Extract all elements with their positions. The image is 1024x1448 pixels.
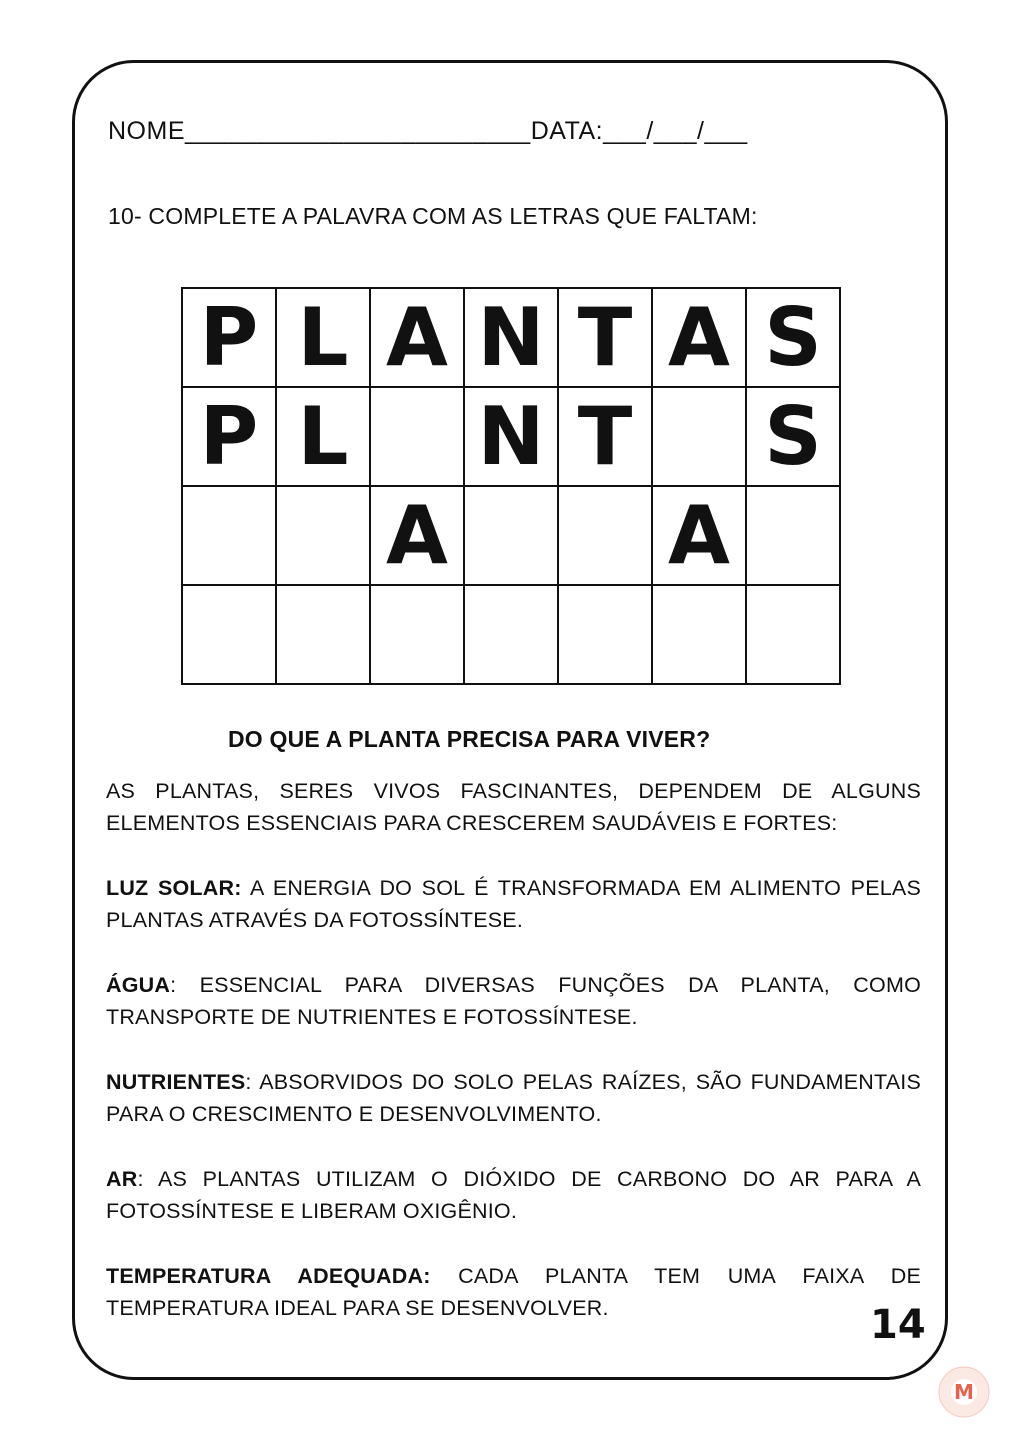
grid-cell-r4-c2[interactable]	[277, 586, 371, 685]
item-text: CADA PLANTA TEM UMA FAIXA DE TEMPERATURA IDEAL PARA SE DESENVOLVER.	[106, 1264, 921, 1320]
logo-letter: M	[954, 1380, 974, 1404]
grid-cell-r1-c7: S	[747, 289, 841, 388]
item-text: : ABSORVIDOS DO SOLO PELAS RAÍZES, SÃO FUNDAMENTAIS PARA O CRESCIMENTO E DESENVOLVIMENTO.	[106, 1070, 921, 1126]
grid-cell-r4-c7[interactable]	[747, 586, 841, 685]
date-blank[interactable]: ___/___/___	[603, 117, 748, 145]
grid-cell-r2-c4: N	[465, 388, 559, 487]
section-title: DO QUE A PLANTA PRECISA PARA VIVER?	[228, 726, 711, 752]
item-agua	[106, 969, 921, 1033]
grid-cell-r2-c1: P	[183, 388, 277, 487]
item-term: TEMPERATURA ADEQUADA:	[106, 1264, 431, 1288]
grid-cell-r3-c6: A	[653, 487, 747, 586]
grid-cell-r1-c3: A	[371, 289, 465, 388]
item-temperatura	[106, 1260, 921, 1324]
grid-cell-r3-c5[interactable]	[559, 487, 653, 586]
item-text: : AS PLANTAS UTILIZAM O DIÓXIDO DE CARBONO DO AR PARA A FOTOSSÍNTESE E LIBERAM OXIGÊNIO.	[106, 1167, 921, 1223]
grid-cell-r2-c3[interactable]	[371, 388, 465, 487]
item-term: AR	[106, 1167, 138, 1191]
grid-cell-r1-c1: P	[183, 289, 277, 388]
item-term: LUZ SOLAR:	[106, 876, 242, 900]
grid-cell-r2-c5: T	[559, 388, 653, 487]
item-text: A ENERGIA DO SOL É TRANSFORMADA EM ALIMENTO PELAS PLANTAS ATRAVÉS DA FOTOSSÍNTESE.	[106, 876, 921, 932]
grid-cell-r4-c1[interactable]	[183, 586, 277, 685]
grid-cell-r3-c3: A	[371, 487, 465, 586]
item-text: : ESSENCIAL PARA DIVERSAS FUNÇÕES DA PLANTA, COMO TRANSPORTE DE NUTRIENTES E FOTOSSÍNTESE.	[106, 973, 921, 1029]
letter-grid	[181, 287, 841, 685]
grid-cell-r3-c4[interactable]	[465, 487, 559, 586]
grid-cell-r4-c6[interactable]	[653, 586, 747, 685]
name-blank[interactable]: ________________________	[185, 117, 531, 145]
publisher-logo	[938, 1366, 990, 1418]
item-ar	[106, 1163, 921, 1227]
grid-cell-r3-c7[interactable]	[747, 487, 841, 586]
name-label: NOME	[108, 117, 185, 145]
grid-cell-r2-c2: L	[277, 388, 371, 487]
header	[108, 117, 918, 146]
grid-cell-r3-c1[interactable]	[183, 487, 277, 586]
grid-cell-r4-c5[interactable]	[559, 586, 653, 685]
grid-cell-r2-c6[interactable]	[653, 388, 747, 487]
intro-paragraph: AS PLANTAS, SERES VIVOS FASCINANTES, DEPENDEM DE ALGUNS ELEMENTOS ESSENCIAIS PARA CRESCEREM SAUDÁVEIS E FORTES:	[106, 779, 921, 835]
grid-cell-r4-c3[interactable]	[371, 586, 465, 685]
item-luz-solar	[106, 872, 921, 936]
grid-cell-r1-c2: L	[277, 289, 371, 388]
date-label: DATA:	[530, 117, 604, 145]
item-term: ÁGUA	[106, 973, 171, 997]
grid-cell-r3-c2[interactable]	[277, 487, 371, 586]
page-number: 14	[870, 1302, 926, 1348]
item-term: NUTRIENTES	[106, 1070, 246, 1094]
grid-cell-r4-c4[interactable]	[465, 586, 559, 685]
grid-cell-r2-c7: S	[747, 388, 841, 487]
item-nutrientes	[106, 1066, 921, 1130]
grid-cell-r1-c4: N	[465, 289, 559, 388]
grid-cell-r1-c6: A	[653, 289, 747, 388]
grid-cell-r1-c5: T	[559, 289, 653, 388]
exercise-instruction: 10- COMPLETE A PALAVRA COM AS LETRAS QUE FALTAM:	[108, 203, 758, 229]
